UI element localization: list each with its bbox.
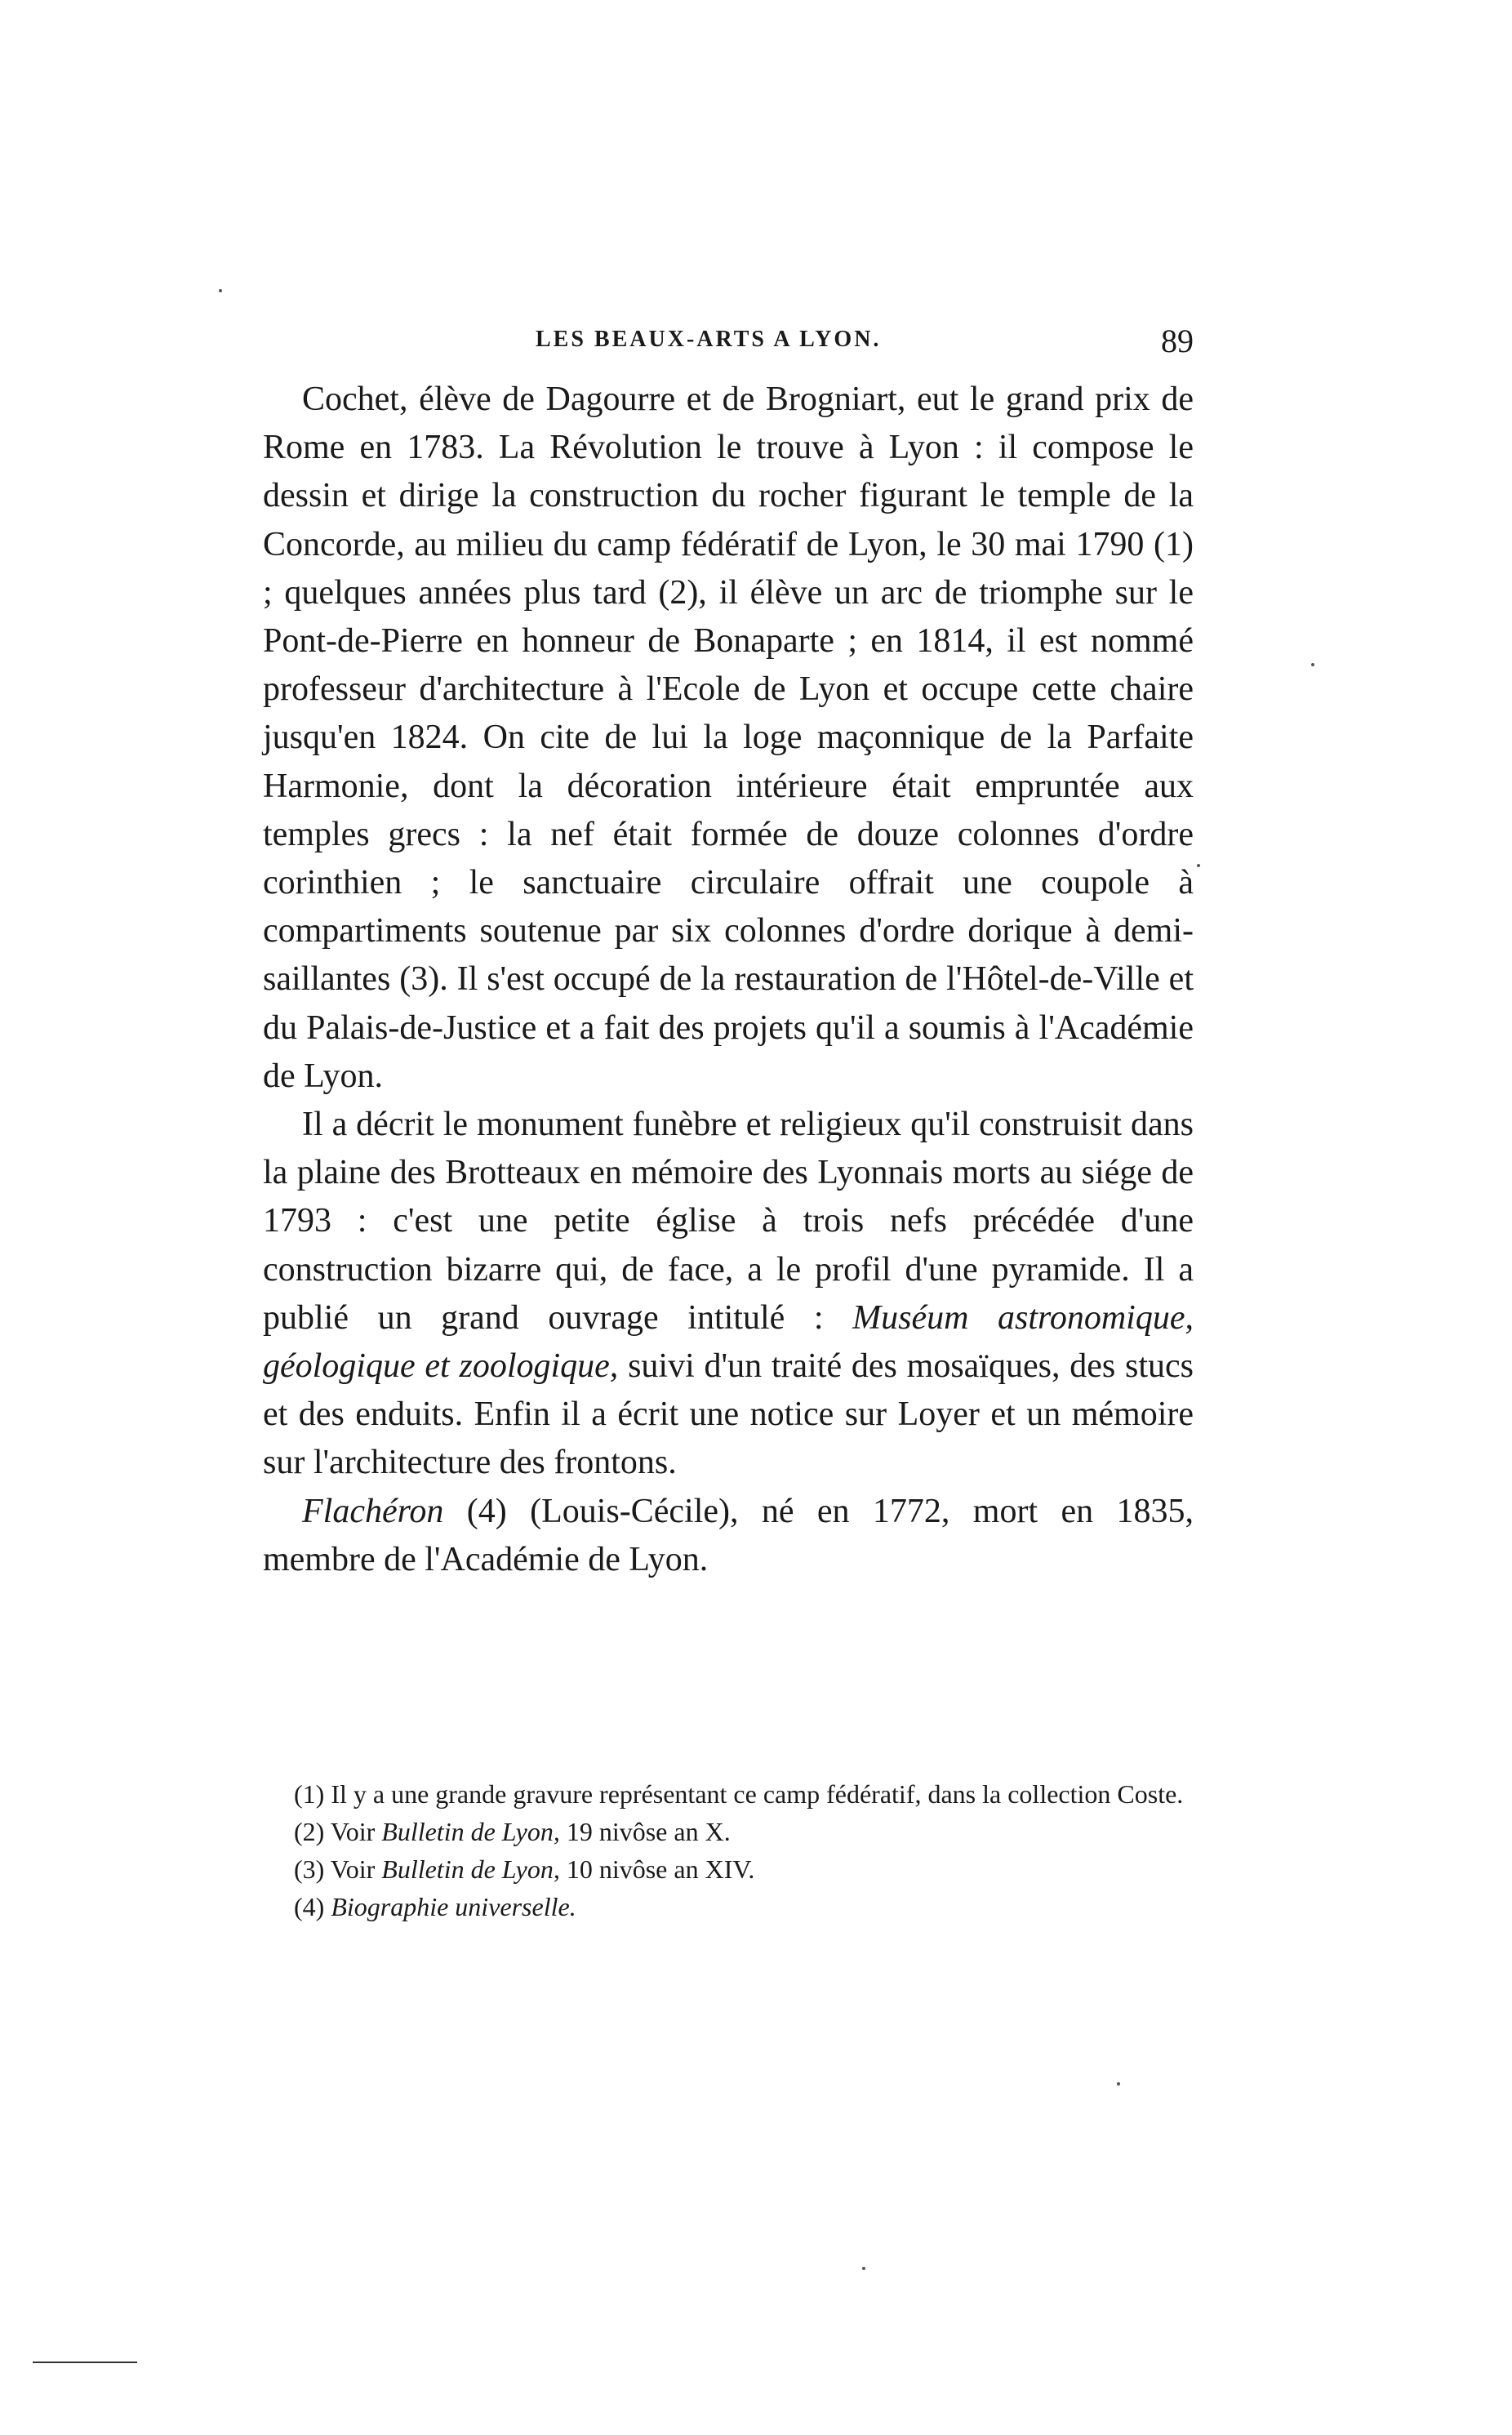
paragraph-cochet: [263, 376, 1194, 1101]
footnotes: [263, 1775, 1194, 1925]
page-number: 89: [1161, 323, 1194, 359]
paragraph-text: Il a décrit le monument funèbre et religieux qu'il construisit dans la plaine des Brotteaux en mémoire des Lyonnais morts au siége de 1793 : c'est une petite église à trois nefs précédée d'une construction bizarre qui, de face, a le profil d'une pyramide. Il a publié un grand ouvrage intitulé :: [263, 1106, 1194, 1337]
paragraph-flacheron: [263, 1488, 1194, 1584]
footnote-text: (3) Voir: [294, 1854, 382, 1884]
bottom-rule: [33, 2362, 137, 2363]
paragraph-text: suivi d'un traité des mosaïques, des stucs et des enduits. Enfin il a écrit une notice sur Loyer et un mémoire sur l'architecture des frontons.: [263, 1347, 1194, 1482]
footnote-2: [263, 1813, 1194, 1850]
scan-speck: [219, 289, 222, 292]
footnote-title: Biographie universelle.: [331, 1892, 576, 1921]
footnote-title: Bulletin de Lyon,: [381, 1854, 560, 1884]
scan-speck: [1197, 864, 1200, 867]
footnote-title: Bulletin de Lyon,: [381, 1817, 560, 1846]
footnote-text: (4): [294, 1892, 331, 1921]
footnote-1: [263, 1775, 1194, 1813]
footnote-text: 10 nivôse an XIV.: [559, 1854, 755, 1884]
scan-speck: [1117, 2082, 1120, 2086]
footnote-text: 19 nivôse an X.: [559, 1817, 731, 1846]
footnote-text: (1) Il y a une grande gravure représentant ce camp fédératif, dans la collection Coste.: [294, 1779, 1184, 1809]
page-header: [263, 323, 1194, 367]
person-name: Flachéron: [302, 1492, 444, 1530]
book-title: Muséum astronomique, géologique et zoologique,: [263, 1298, 1194, 1386]
paragraph-monument: [263, 1101, 1194, 1488]
running-title: LES BEAUX-ARTS A LYON.: [536, 327, 882, 352]
scan-speck: [862, 2267, 865, 2270]
footnote-4: [263, 1888, 1194, 1925]
scan-speck: [1311, 663, 1314, 666]
footnote-3: [263, 1850, 1194, 1888]
footnote-text: (2) Voir: [294, 1817, 382, 1846]
body-text: [263, 376, 1194, 1584]
paragraph-text: Cochet, élève de Dagourre et de Brogniart, eut le grand prix de Rome en 1783. La Révolution le trouve à Lyon : il compose le dessin et dirige la construction du rocher figurant le temple de la Concorde, au milieu du camp fédératif de Lyon, le 30 mai 1790 (1) ; quelques années plus tard (2), il élève un arc de triomphe sur le Pont-de-Pierre en honneur de Bonaparte ; en 1814, il est nommé professeur d'architecture à l'Ecole de Lyon et occupe cette chaire jusqu'en 1824. On cite de lui la loge maçonnique de la Parfaite Harmonie, dont la décoration intérieure était empruntée aux temples grecs : la nef était formée de douze colonnes d'ordre corinthien ; le sanctuaire circulaire offrait une coupole à compartiments soutenue par six colonnes d'ordre dorique à demi-saillantes (3). Il s'est occupé de la restauration de l'Hôtel-de-Ville et du Palais-de-Justice et a fait des projets qu'il a soumis à l'Académie de Lyon.: [263, 381, 1194, 1095]
paragraph-text: (4) (Louis-Cécile), né en 1772, mort en 1835, membre de l'Académie de Lyon.: [263, 1492, 1194, 1578]
